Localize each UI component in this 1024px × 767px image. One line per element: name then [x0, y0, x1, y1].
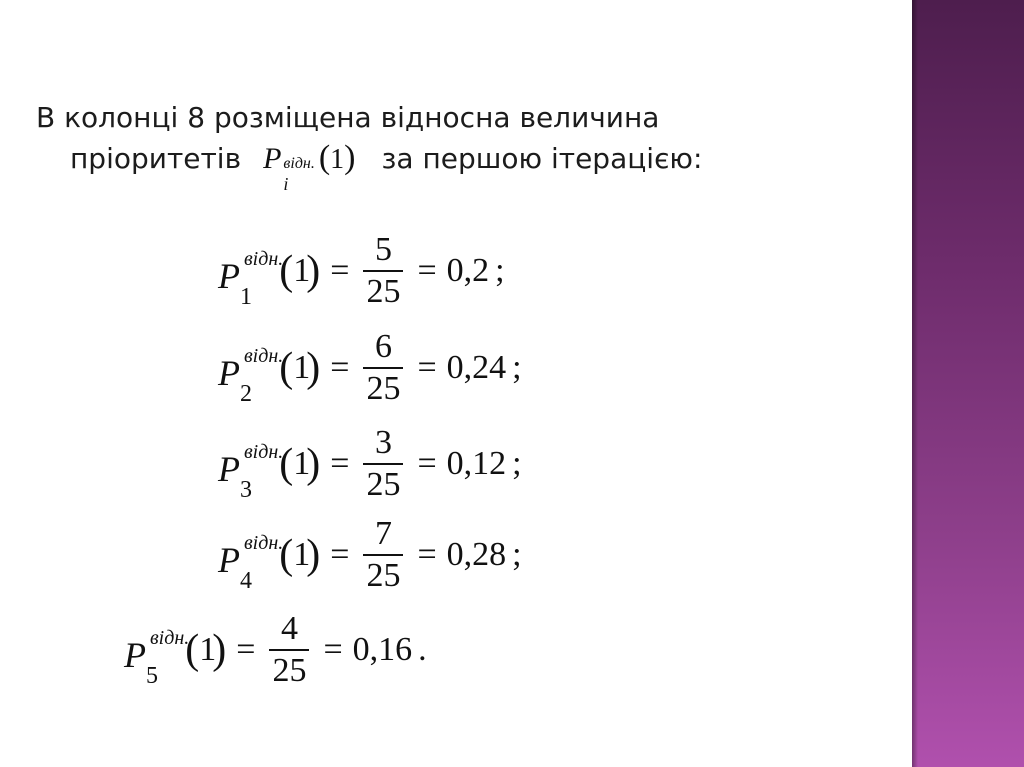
equation-2-argument: 1: [293, 349, 311, 386]
equation-4-equals-1: =: [330, 536, 350, 573]
inline-formula-argument: 1: [330, 144, 345, 175]
inline-formula-indices: [283, 156, 314, 192]
equation-3-fraction: [363, 423, 403, 505]
equation-4-close-paren: ): [306, 532, 321, 578]
equation-5-open-paren: (: [185, 627, 200, 673]
equation-3-numerator: 3: [374, 424, 392, 461]
equation-4-equals-2: =: [417, 536, 437, 573]
inline-formula: [263, 138, 355, 192]
equation-3: [218, 419, 522, 509]
equation-5: [124, 605, 427, 695]
equation-5-numerator: 4: [280, 610, 298, 647]
equation-1: [218, 226, 505, 316]
equation-4-punct: ;: [512, 536, 522, 573]
equation-1-equals-2: =: [417, 252, 437, 289]
equation-2-result: 0,24: [446, 349, 507, 386]
equation-5-equals-2: =: [323, 631, 343, 668]
equation-5-punct: .: [418, 631, 427, 668]
equation-2: [218, 323, 522, 413]
equation-4-symbol: [218, 532, 284, 594]
equation-1-denominator: 25: [366, 273, 401, 310]
equation-3-subscript: 3: [240, 477, 252, 503]
equation-5-result: 0,16: [352, 631, 413, 668]
equation-5-subscript: 5: [146, 663, 158, 689]
equation-4-P: P: [218, 540, 240, 580]
equation-2-P: P: [218, 353, 240, 393]
equation-3-close-paren: ): [306, 441, 321, 487]
equation-3-P: P: [218, 449, 240, 489]
equation-3-symbol: [218, 441, 284, 503]
equation-1-superscript: відн.: [244, 248, 284, 270]
equation-1-open-paren: (: [279, 248, 294, 294]
equation-3-equals-2: =: [417, 445, 437, 482]
equation-4-argument: 1: [293, 536, 311, 573]
equation-4-superscript: відн.: [244, 532, 284, 554]
equation-2-denominator: 25: [366, 370, 401, 407]
equation-3-denominator: 25: [366, 466, 401, 503]
equation-4-fraction: [363, 514, 403, 596]
equation-4-open-paren: (: [279, 532, 294, 578]
equation-1-fraction: [363, 230, 403, 312]
equation-2-equals-2: =: [417, 349, 437, 386]
equation-5-fraction: [269, 609, 309, 691]
equation-2-subscript: 2: [240, 381, 252, 407]
equation-2-symbol: [218, 345, 284, 407]
equation-5-argument: 1: [199, 631, 217, 668]
equation-2-equals-1: =: [330, 349, 350, 386]
equation-5-close-paren: ): [212, 627, 227, 673]
equation-3-punct: ;: [512, 445, 522, 482]
equation-4-numerator: 7: [374, 515, 392, 552]
equation-1-symbol: [218, 248, 284, 310]
intro-text: [36, 98, 896, 192]
equation-1-numerator: 5: [374, 231, 392, 268]
inline-formula-symbol: P: [263, 142, 282, 175]
equation-4-denominator: 25: [366, 557, 401, 594]
equation-1-equals-1: =: [330, 252, 350, 289]
equation-5-superscript: відн.: [150, 627, 190, 649]
equation-4: [218, 510, 522, 600]
equation-1-P: P: [218, 256, 240, 296]
equation-4-subscript: 4: [240, 568, 252, 594]
intro-line-2: [36, 138, 896, 192]
equation-1-subscript: 1: [240, 284, 252, 310]
inline-formula-close-paren: ): [344, 139, 356, 176]
equation-1-argument: 1: [293, 252, 311, 289]
equation-5-P: P: [124, 635, 146, 675]
inline-formula-subscript: i: [283, 174, 289, 194]
intro-line-1: В колонці 8 розміщена відносна величина: [36, 101, 660, 134]
inline-formula-superscript: відн.: [283, 155, 315, 172]
equation-2-superscript: відн.: [244, 345, 284, 367]
equation-3-open-paren: (: [279, 441, 294, 487]
equation-3-argument: 1: [293, 445, 311, 482]
equation-1-punct: ;: [495, 252, 505, 289]
equation-3-equals-1: =: [330, 445, 350, 482]
equation-2-fraction: [363, 327, 403, 409]
equation-1-close-paren: ): [306, 248, 321, 294]
equation-3-superscript: відн.: [244, 441, 284, 463]
equation-1-result: 0,2: [446, 252, 490, 289]
equation-2-open-paren: (: [279, 345, 294, 391]
equation-4-result: 0,28: [446, 536, 507, 573]
equation-2-close-paren: ): [306, 345, 321, 391]
equation-2-numerator: 6: [374, 328, 392, 365]
inline-formula-open-paren: (: [318, 139, 331, 176]
intro-line-2-start: пріоритетів: [70, 142, 242, 175]
equation-3-result: 0,12: [446, 445, 507, 482]
equation-2-punct: ;: [512, 349, 522, 386]
equation-5-symbol: [124, 627, 190, 689]
equation-5-equals-1: =: [236, 631, 256, 668]
decorative-sidebar: [912, 0, 1024, 767]
equation-5-denominator: 25: [272, 652, 307, 689]
intro-line-2-end: за першою ітерацією:: [381, 142, 703, 175]
